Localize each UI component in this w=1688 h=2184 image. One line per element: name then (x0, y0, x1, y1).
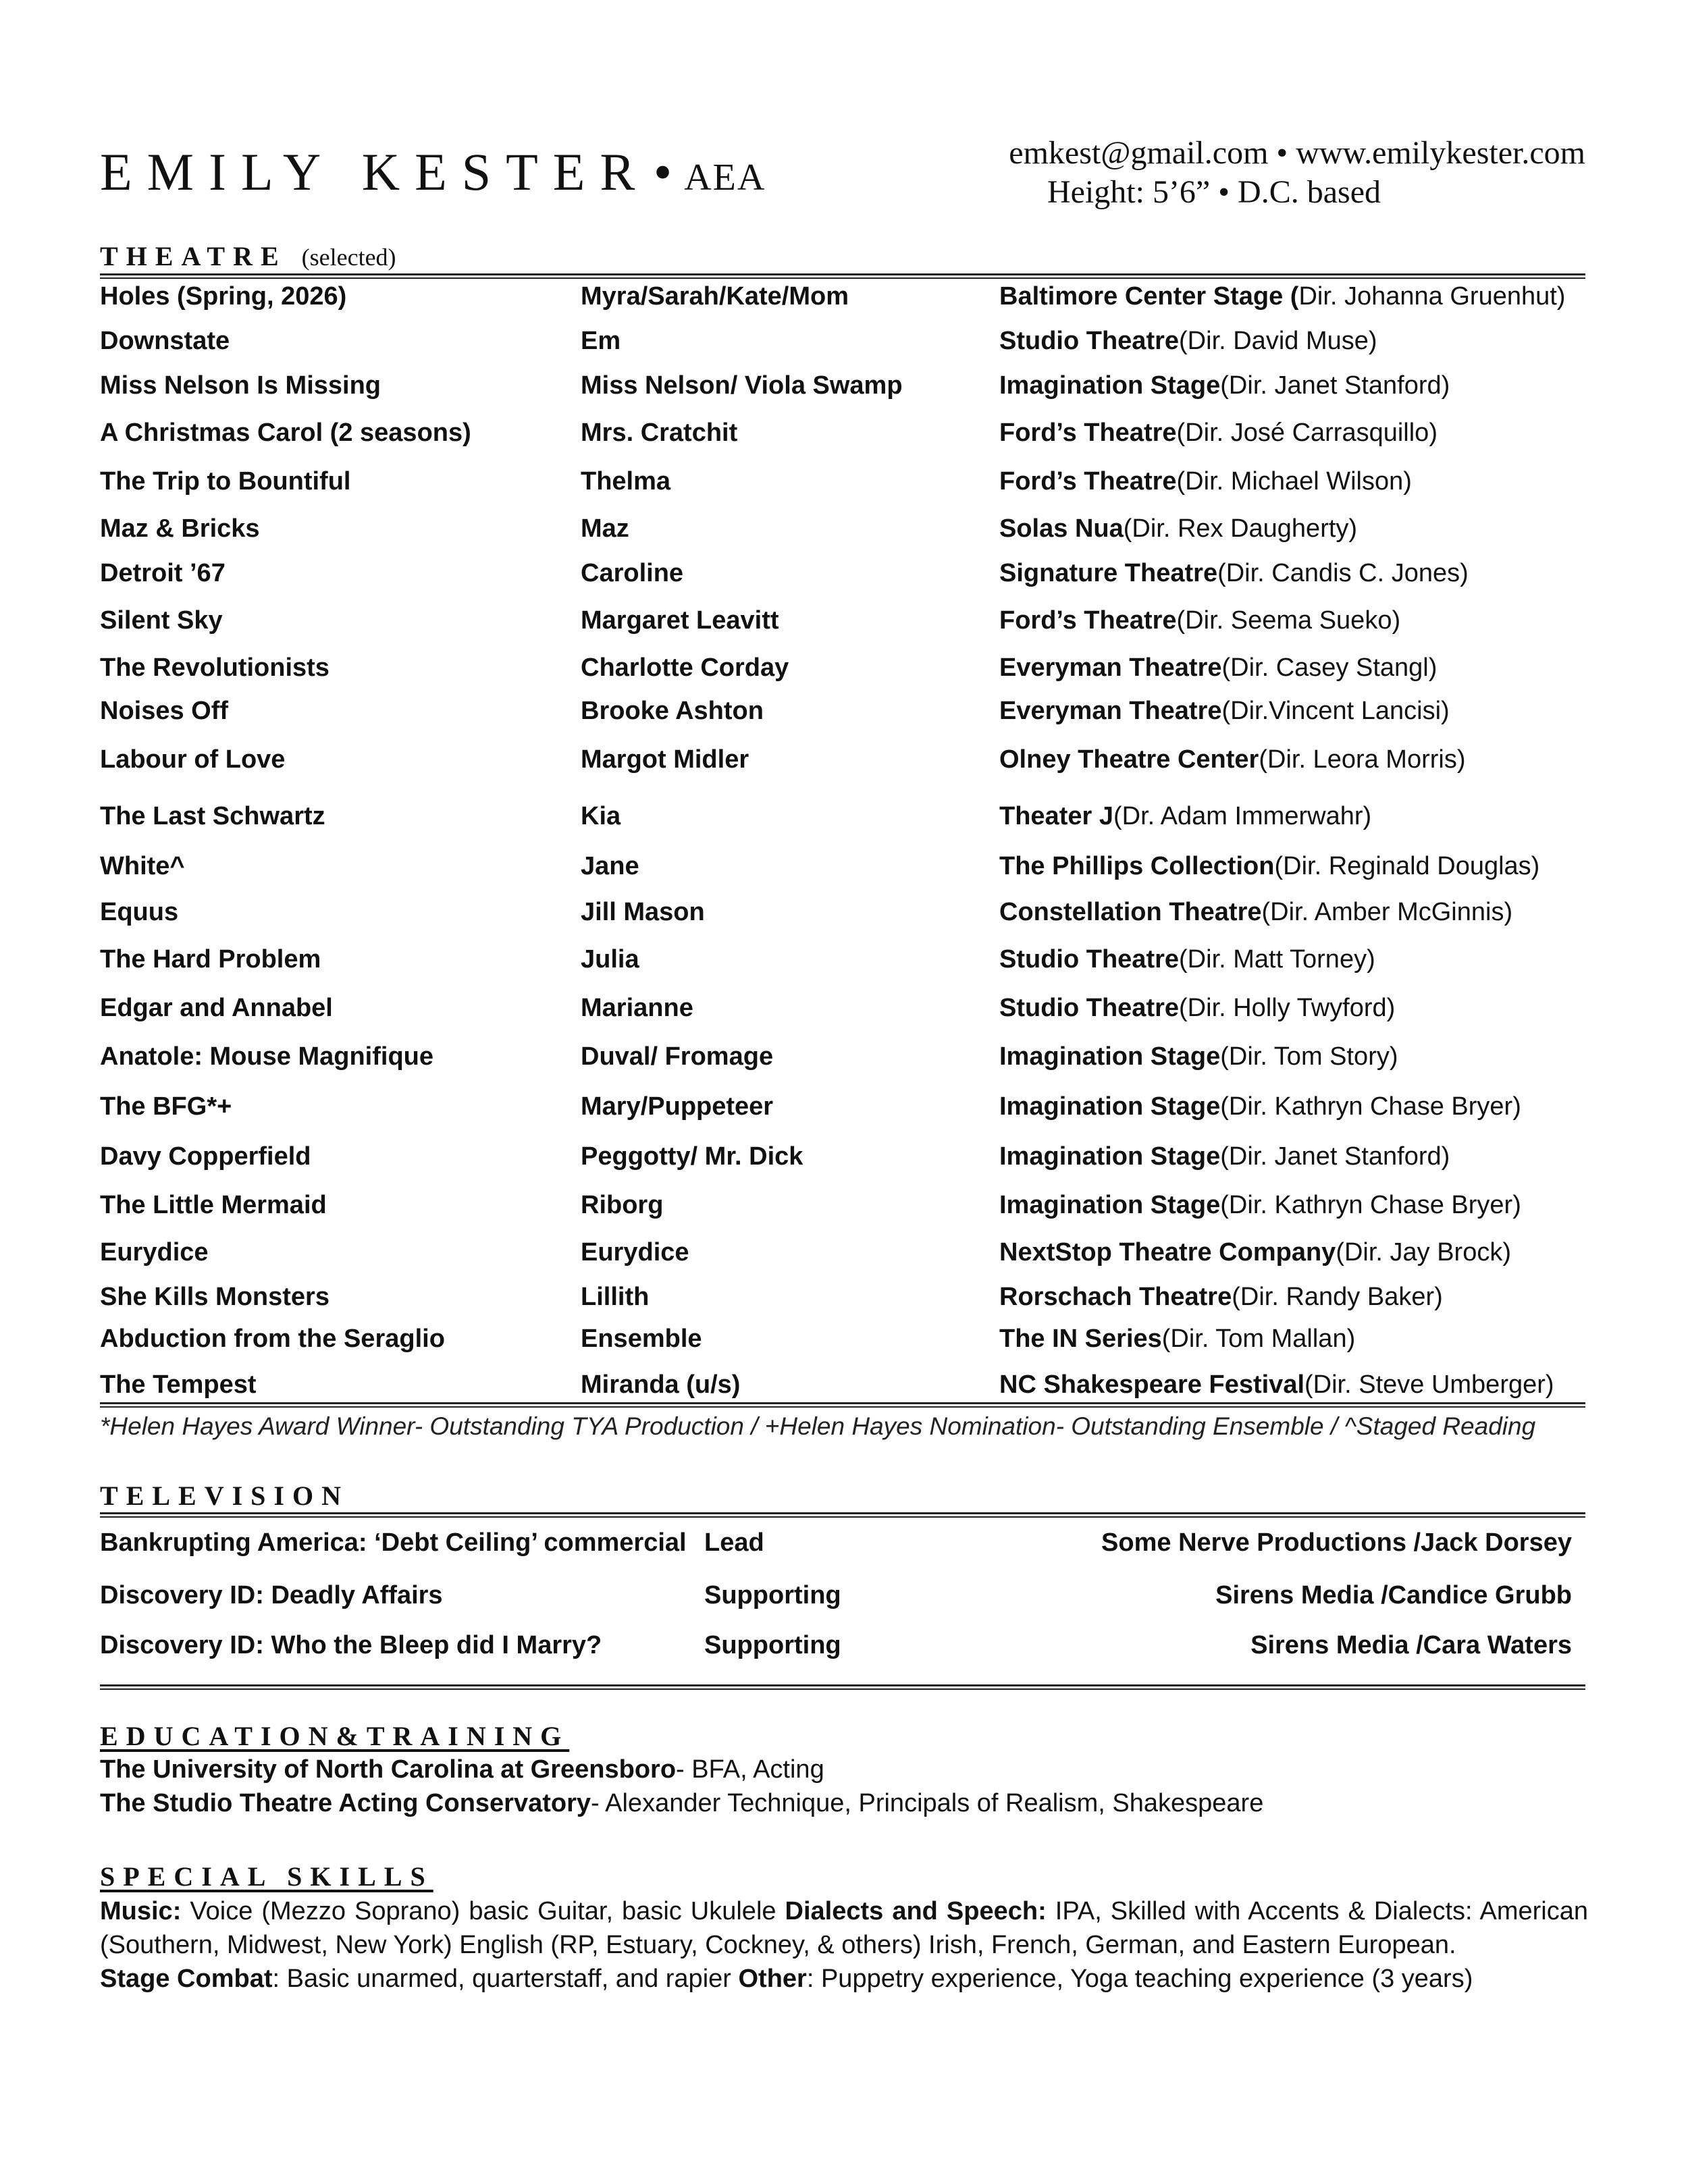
theatre-row (100, 945, 1599, 986)
theatre-show: She Kills Monsters (100, 1283, 329, 1311)
theatre-venue: Baltimore Center Stage ( (999, 282, 1299, 311)
theatre-show: Anatole: Mouse Magnifique (100, 1042, 433, 1071)
theatre-venue: Everyman Theatre (999, 654, 1222, 682)
theatre-role: Thelma (581, 467, 671, 496)
theatre-venue: Imagination Stage (999, 1191, 1221, 1219)
theatre-venue: Imagination Stage (999, 371, 1221, 400)
theatre-venue-cell (999, 371, 1450, 400)
theatre-venue: Imagination Stage (999, 1042, 1221, 1071)
theatre-show: The Hard Problem (100, 945, 321, 974)
skills-paragraph (100, 1894, 1588, 1962)
theatre-role: Charlotte Corday (581, 654, 789, 682)
education-section-title: EDUCATION&TRAINING (100, 1721, 570, 1751)
theatre-venue: Olney Theatre Center (999, 745, 1259, 774)
television-show: Bankrupting America: ‘Debt Ceiling’ commercial (100, 1528, 687, 1557)
theatre-row (100, 1283, 1599, 1323)
theatre-row (100, 1238, 1599, 1279)
theatre-role: Lillith (581, 1283, 650, 1311)
theatre-venue-cell (999, 697, 1450, 726)
television-row (100, 1581, 1572, 1622)
theatre-venue: Ford’s Theatre (999, 606, 1177, 635)
skills-combat-label: Stage Combat (100, 1965, 273, 1993)
theatre-row (100, 994, 1599, 1034)
theatre-venue-cell (999, 745, 1466, 774)
skills-music-label: Music: (100, 1897, 182, 1925)
theatre-venue-cell (999, 654, 1438, 683)
theatre-role: Miss Nelson/ Viola Swamp (581, 371, 903, 400)
theatre-title: THEATRE (100, 241, 287, 271)
theatre-bottom-rule (100, 1402, 1585, 1408)
theatre-row (100, 282, 1599, 323)
contact-block (843, 134, 1585, 212)
theatre-venue: Studio Theatre (999, 994, 1180, 1022)
theatre-role: Mrs. Cratchit (581, 419, 738, 447)
theatre-role: Duval/ Fromage (581, 1042, 774, 1071)
theatre-role: Kia (581, 802, 621, 830)
theatre-venue-cell (999, 282, 1566, 311)
theatre-venue-cell (999, 606, 1401, 635)
theatre-venue: Imagination Stage (999, 1092, 1221, 1121)
television-top-rule (100, 1512, 1585, 1518)
theatre-role: Margot Midler (581, 745, 749, 774)
theatre-role: Jill Mason (581, 898, 705, 926)
theatre-venue-cell (999, 945, 1375, 974)
theatre-venue-cell (999, 898, 1513, 927)
theatre-venue-cell (999, 419, 1438, 448)
theatre-role: Margaret Leavitt (581, 606, 779, 635)
theatre-role: Peggotty/ Mr. Dick (581, 1142, 803, 1171)
theatre-venue: Studio Theatre (999, 327, 1180, 355)
skills-dialects-label: Dialects and Speech: (785, 1897, 1047, 1925)
theatre-director: (Dr. Adam Immerwahr) (1113, 802, 1372, 830)
theatre-show: Edgar and Annabel (100, 994, 333, 1022)
theatre-show: The Last Schwartz (100, 802, 325, 830)
theatre-venue: The Phillips Collection (999, 852, 1275, 880)
theatre-role: Jane (581, 852, 639, 880)
theatre-director: (Dir. Jay Brock) (1336, 1238, 1512, 1267)
theatre-director: (Dir. José Carrasquillo) (1176, 419, 1438, 447)
theatre-venue: Studio Theatre (999, 945, 1180, 974)
theatre-show: Equus (100, 898, 179, 926)
theatre-venue-cell (999, 852, 1540, 881)
theatre-venue-cell (999, 467, 1412, 496)
theatre-venue: Ford’s Theatre (999, 419, 1177, 447)
television-bottom-rule (100, 1684, 1585, 1690)
theatre-role: Miranda (u/s) (581, 1370, 741, 1399)
theatre-row (100, 745, 1599, 786)
television-role: Lead (704, 1528, 764, 1557)
education-school: The Studio Theatre Acting Conservatory (100, 1789, 591, 1817)
contact-height-location: Height: 5’6” • D.C. based (1047, 174, 1381, 210)
television-show: Discovery ID: Who the Bleep did I Marry? (100, 1631, 602, 1659)
theatre-show: Detroit ’67 (100, 559, 226, 587)
theatre-role: Brooke Ashton (581, 697, 764, 725)
theatre-venue: NextStop Theatre Company (999, 1238, 1336, 1267)
theatre-director: (Dir. Seema Sueko) (1176, 606, 1401, 635)
theatre-director: Dir. Johanna Gruenhut) (1298, 282, 1566, 311)
theatre-venue-cell (999, 1370, 1554, 1400)
theatre-role: Myra/Sarah/Kate/Mom (581, 282, 849, 311)
theatre-venue-cell (999, 1283, 1443, 1312)
theatre-row (100, 327, 1599, 367)
theatre-director: (Dir. Kathryn Chase Bryer) (1220, 1092, 1521, 1121)
theatre-row (100, 1325, 1599, 1365)
theatre-top-rule (100, 273, 1585, 279)
theatre-venue-cell (999, 1092, 1521, 1121)
theatre-venue: NC Shakespeare Festival (999, 1370, 1305, 1399)
name-text: EMILY KESTER (100, 142, 650, 201)
theatre-venue: Imagination Stage (999, 1142, 1221, 1171)
theatre-director: (Dir. Rex Daugherty) (1123, 514, 1358, 543)
education-item (100, 1753, 1588, 1786)
theatre-row (100, 419, 1599, 459)
theatre-show: White^ (100, 852, 185, 880)
television-role: Supporting (704, 1581, 841, 1609)
theatre-director: (Dir. Randy Baker) (1232, 1283, 1443, 1311)
television-row (100, 1631, 1572, 1672)
theatre-row (100, 802, 1599, 843)
theatre-row (100, 898, 1599, 938)
theatre-venue-cell (999, 1191, 1521, 1220)
theatre-role: Caroline (581, 559, 684, 587)
theatre-venue: Constellation Theatre (999, 898, 1262, 926)
theatre-director: (Dir. Michael Wilson) (1176, 467, 1412, 496)
theatre-director: (Dir.Vincent Lancisi) (1221, 697, 1450, 725)
theatre-venue: Theater J (999, 802, 1113, 830)
theatre-director: (Dir. Janet Stanford) (1220, 371, 1450, 400)
theatre-role: Marianne (581, 994, 693, 1022)
bullet-separator: • (640, 142, 672, 201)
theatre-show: Maz & Bricks (100, 514, 260, 543)
theatre-row (100, 467, 1599, 508)
television-company: Some Nerve Productions /Jack Dorsey (1101, 1528, 1572, 1557)
theatre-show: The Little Mermaid (100, 1191, 327, 1219)
theatre-show: Davy Copperfield (100, 1142, 311, 1171)
theatre-director: (Dir. Holly Twyford) (1179, 994, 1396, 1022)
theatre-row (100, 1092, 1599, 1133)
television-role: Supporting (704, 1631, 841, 1659)
theatre-show: Miss Nelson Is Missing (100, 371, 381, 400)
theatre-venue: Signature Theatre (999, 559, 1218, 587)
theatre-row (100, 1191, 1599, 1231)
skills-other-text: : Puppetry experience, Yoga teaching experience (3 years) (806, 1965, 1473, 1993)
theatre-venue-cell (999, 559, 1469, 588)
theatre-subtitle: (selected) (301, 244, 396, 271)
television-company: Sirens Media /Cara Waters (1250, 1631, 1572, 1659)
theatre-venue: Everyman Theatre (999, 697, 1222, 725)
theatre-show: Eurydice (100, 1238, 209, 1267)
theatre-role: Em (581, 327, 621, 355)
theatre-row (100, 1042, 1599, 1083)
theatre-footnote: *Helen Hayes Award Winner- Outstanding TYA Production / +Helen Hayes Nomination- Outstanding Ensemble / ^Staged Reading (100, 1412, 1536, 1440)
skills-music-text: Voice (Mezzo Soprano) basic Guitar, basic Ukulele (181, 1897, 785, 1925)
theatre-director: (Dir. Steve Umberger) (1304, 1370, 1554, 1399)
theatre-role: Eurydice (581, 1238, 689, 1267)
theatre-venue-cell (999, 1238, 1512, 1267)
theatre-venue-cell (999, 327, 1377, 356)
theatre-role: Riborg (581, 1191, 664, 1219)
contact-email-website[interactable]: emkest@gmail.com • www.emilykester.com (1009, 135, 1585, 171)
theatre-show: A Christmas Carol (2 seasons) (100, 419, 471, 447)
theatre-show: Holes (Spring, 2026) (100, 282, 347, 311)
education-list (100, 1753, 1588, 1820)
education-school: The University of North Carolina at Greensboro (100, 1755, 677, 1784)
theatre-venue-cell (999, 1142, 1450, 1171)
theatre-venue: Ford’s Theatre (999, 467, 1177, 496)
theatre-section-title (100, 240, 396, 272)
theatre-row (100, 371, 1599, 412)
theatre-show: Silent Sky (100, 606, 223, 635)
theatre-show: Downstate (100, 327, 230, 355)
theatre-row (100, 654, 1599, 694)
theatre-venue-cell (999, 994, 1396, 1023)
theatre-role: Mary/Puppeteer (581, 1092, 774, 1121)
theatre-director: (Dir. Amber McGinnis) (1261, 898, 1513, 926)
theatre-show: The Revolutionists (100, 654, 329, 682)
theatre-show: Noises Off (100, 697, 229, 725)
theatre-director: (Dir. Reginald Douglas) (1274, 852, 1540, 880)
theatre-director: (Dir. Janet Stanford) (1220, 1142, 1450, 1171)
theatre-venue: Rorschach Theatre (999, 1283, 1232, 1311)
skills-section-title: SPECIAL SKILLS (100, 1861, 433, 1892)
theatre-row (100, 852, 1599, 893)
theatre-director: (Dir. Casey Stangl) (1221, 654, 1438, 682)
television-show: Discovery ID: Deadly Affairs (100, 1581, 443, 1609)
union-affiliation: AEA (684, 157, 766, 198)
skills-dialects-text: IPA, Skilled with Accents & Dialects: American (Southern, Midwest, New York) English (RP, Estuary, Cockney, & others) Irish, French, German, and Eastern European. (100, 1897, 1588, 1959)
theatre-row (100, 559, 1599, 600)
theatre-director: (Dir. David Muse) (1179, 327, 1377, 355)
skills-combat-text: : Basic unarmed, quarterstaff, and rapier (272, 1965, 739, 1993)
theatre-role: Ensemble (581, 1325, 702, 1353)
theatre-show: The Tempest (100, 1370, 257, 1399)
theatre-director: (Dir. Candis C. Jones) (1217, 559, 1469, 587)
theatre-row (100, 514, 1599, 555)
theatre-venue: Solas Nua (999, 514, 1124, 543)
theatre-venue-cell (999, 1042, 1398, 1071)
television-section-title: TELEVISION (100, 1481, 349, 1511)
resume-name (100, 142, 766, 203)
education-item (100, 1786, 1588, 1820)
theatre-row (100, 1142, 1599, 1183)
theatre-venue-cell (999, 514, 1358, 543)
education-detail: - BFA, Acting (676, 1755, 824, 1784)
theatre-show: The Trip to Bountiful (100, 467, 351, 496)
television-row (100, 1528, 1572, 1569)
theatre-show: Labour of Love (100, 745, 286, 774)
theatre-director: (Dir. Tom Story) (1220, 1042, 1398, 1071)
theatre-role: Maz (581, 514, 629, 543)
theatre-show: Abduction from the Seraglio (100, 1325, 445, 1353)
theatre-venue: The IN Series (999, 1325, 1162, 1353)
theatre-role: Julia (581, 945, 639, 974)
theatre-venue-cell (999, 1325, 1356, 1354)
theatre-show: The BFG*+ (100, 1092, 232, 1121)
theatre-venue-cell (999, 802, 1372, 831)
theatre-director: (Dir. Matt Torney) (1179, 945, 1375, 974)
theatre-director: (Dir. Tom Mallan) (1161, 1325, 1356, 1353)
theatre-director: (Dir. Leora Morris) (1259, 745, 1466, 774)
skills-other-label: Other (738, 1965, 807, 1993)
skills-paragraph-2 (100, 1962, 1588, 1996)
theatre-row (100, 606, 1599, 647)
theatre-row (100, 697, 1599, 737)
education-detail: - Alexander Technique, Principals of Realism, Shakespeare (591, 1789, 1264, 1817)
theatre-director: (Dir. Kathryn Chase Bryer) (1220, 1191, 1521, 1219)
television-company: Sirens Media /Candice Grubb (1215, 1581, 1572, 1609)
